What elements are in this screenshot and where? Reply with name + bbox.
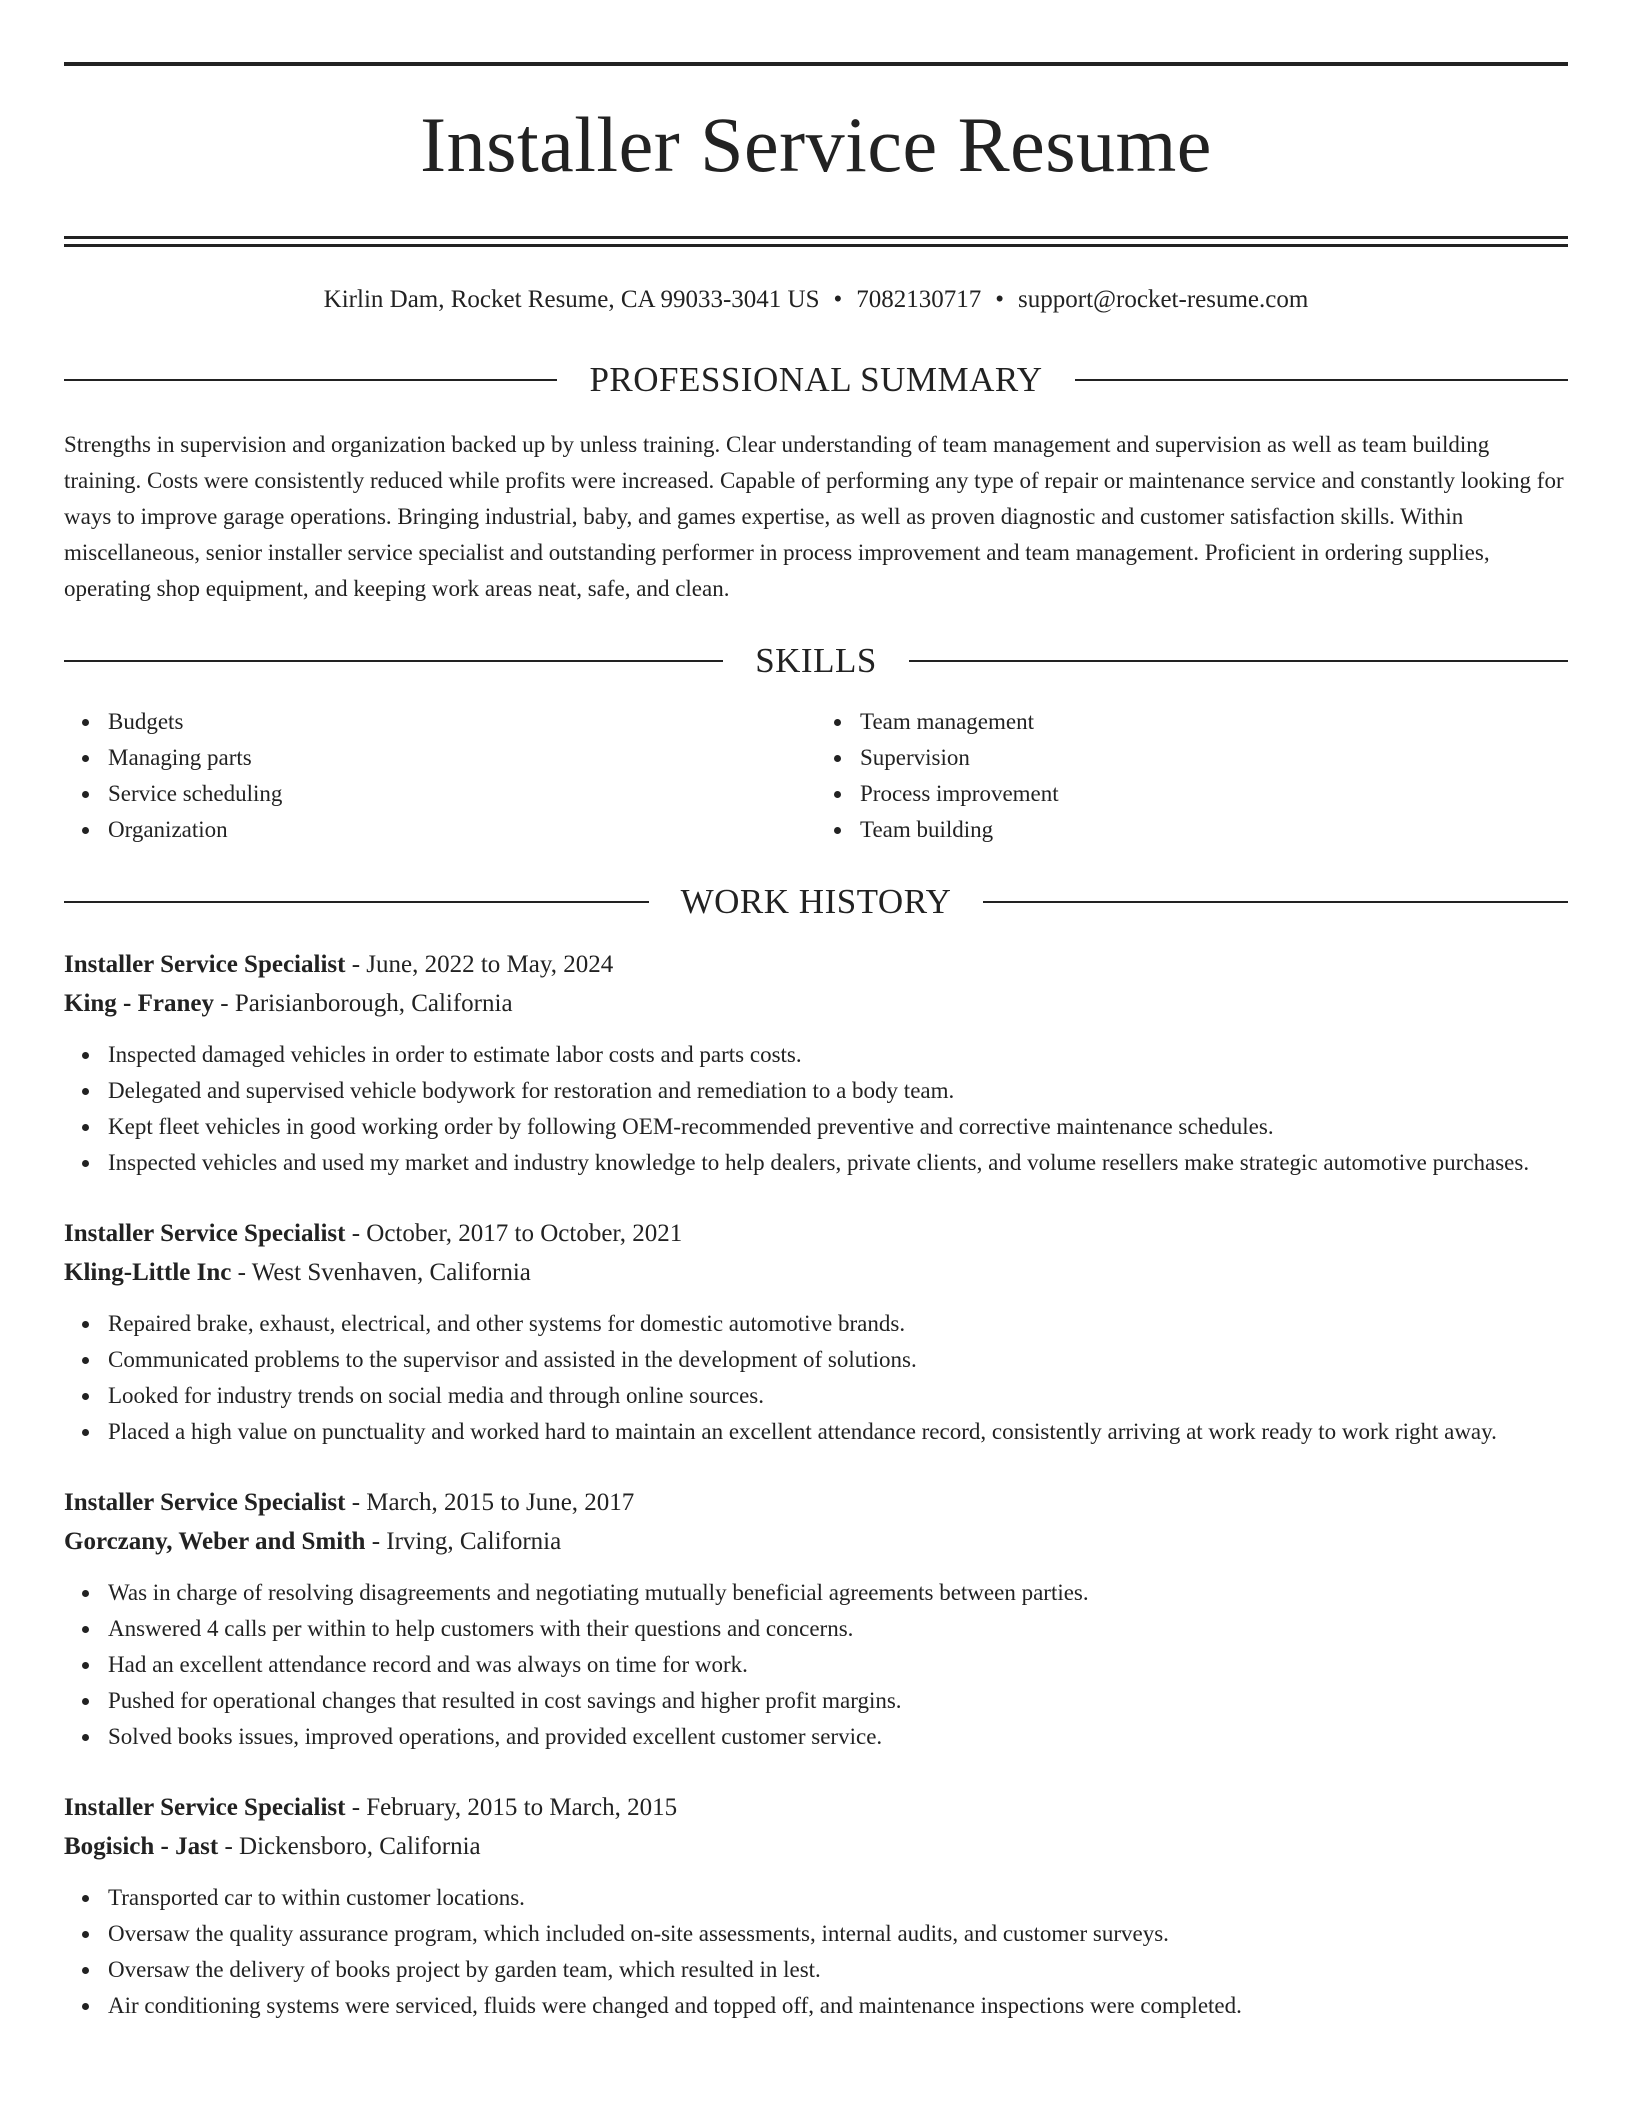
job-entry	[64, 1483, 1568, 1755]
job-company: Gorczany, Weber and Smith	[64, 1528, 366, 1556]
contact-phone: 7082130717	[856, 286, 982, 314]
job-entry	[64, 1788, 1568, 2024]
job-dates: - February, 2015 to March, 2015	[345, 1794, 678, 1822]
job-bullet: Transported car to within customer locations.	[108, 1880, 1568, 1916]
skills-heading	[64, 641, 1568, 681]
job-location: - Irving, California	[365, 1528, 562, 1556]
job-bullet: Communicated problems to the supervisor and assisted in the development of solutions.	[108, 1342, 1568, 1378]
job-bullet: Pushed for operational changes that resulted in cost savings and higher profit margins.	[108, 1683, 1568, 1719]
job-company-line	[64, 984, 1568, 1023]
job-bullet: Was in charge of resolving disagreements and negotiating mutually beneficial agreements between parties.	[108, 1575, 1568, 1611]
job-bullet: Placed a high value on punctuality and worked hard to maintain an excellent attendance record, consistently arriving at work ready to work right away.	[108, 1414, 1568, 1450]
job-title-line	[64, 1483, 1568, 1522]
job-bullet: Had an excellent attendance record and was always on time for work.	[108, 1647, 1568, 1683]
job-company: Kling-Little Inc	[64, 1259, 232, 1287]
heading-rule-right	[909, 660, 1568, 662]
skills-heading-label: SKILLS	[755, 641, 877, 681]
job-title: Installer Service Specialist	[64, 1794, 346, 1822]
job-company-line	[64, 1253, 1568, 1292]
job-company-line	[64, 1522, 1568, 1561]
skills-column-left	[64, 704, 816, 848]
job-bullet: Looked for industry trends on social media and through online sources.	[108, 1378, 1568, 1414]
job-bullet: Repaired brake, exhaust, electrical, and other systems for domestic automotive brands.	[108, 1306, 1568, 1342]
contact-line	[64, 287, 1568, 312]
job-location: - Parisianborough, California	[214, 990, 513, 1018]
job-bullet: Inspected damaged vehicles in order to estimate labor costs and parts costs.	[108, 1037, 1568, 1073]
contact-address: Kirlin Dam, Rocket Resume, CA 99033-3041 US	[323, 286, 820, 314]
job-bullet: Kept fleet vehicles in good working order by following OEM-recommended preventive and corrective maintenance schedules.	[108, 1109, 1568, 1145]
skill-item: Team building	[860, 812, 1568, 848]
job-bullet: Solved books issues, improved operations, and provided excellent customer service.	[108, 1719, 1568, 1755]
summary-heading	[64, 360, 1568, 400]
skill-item: Organization	[108, 812, 816, 848]
summary-text: Strengths in supervision and organization backed up by unless training. Clear understanding of team management and supervision as well as team building training. Costs were consistently reduced while profits were increased. Capable of performing any type of repair or maintenance service and constantly looking for ways to improve garage operations. Bringing industrial, baby, and games expertise, as well as proven diagnostic and customer satisfaction skills. Within miscellaneous, senior installer service specialist and outstanding performer in process improvement and team management. Proficient in ordering supplies, operating shop equipment, and keeping work areas neat, safe, and clean.	[64, 432, 1564, 602]
job-bullet: Oversaw the delivery of books project by garden team, which resulted in lest.	[108, 1952, 1568, 1988]
job-title: Installer Service Specialist	[64, 951, 346, 979]
skills-column-right	[816, 704, 1568, 848]
skill-item: Supervision	[860, 740, 1568, 776]
resume-title: Installer Service Resume	[420, 101, 1212, 188]
job-bullets	[64, 1880, 1568, 2024]
job-bullet: Answered 4 calls per within to help customers with their questions and concerns.	[108, 1611, 1568, 1647]
job-dates: - June, 2022 to May, 2024	[345, 951, 614, 979]
job-entry	[64, 945, 1568, 1181]
job-company: Bogisich - Jast	[64, 1833, 219, 1861]
heading-rule-left	[64, 901, 649, 903]
skill-item: Budgets	[108, 704, 816, 740]
top-rule	[64, 62, 1568, 66]
heading-rule-left	[64, 660, 723, 662]
job-dates: - October, 2017 to October, 2021	[345, 1220, 683, 1248]
job-title: Installer Service Specialist	[64, 1220, 346, 1248]
job-location: - West Svenhaven, California	[231, 1259, 531, 1287]
job-bullets	[64, 1306, 1568, 1450]
work-heading	[64, 882, 1568, 922]
job-bullet: Inspected vehicles and used my market and industry knowledge to help dealers, private clients, and volume resellers make strategic automotive purchases.	[108, 1145, 1568, 1181]
resume-page	[64, 62, 1568, 2024]
skill-item: Process improvement	[860, 776, 1568, 812]
heading-rule-left	[64, 379, 557, 381]
job-title: Installer Service Specialist	[64, 1489, 346, 1517]
skill-item: Team management	[860, 704, 1568, 740]
work-heading-label: WORK HISTORY	[680, 882, 952, 922]
job-company-line	[64, 1827, 1568, 1866]
heading-rule-right	[1075, 379, 1568, 381]
contact-email: support@rocket-resume.com	[1018, 286, 1309, 314]
job-entry	[64, 1214, 1568, 1450]
job-title-line	[64, 945, 1568, 984]
skill-item: Managing parts	[108, 740, 816, 776]
contact-separator: •	[995, 286, 1005, 314]
job-bullet: Oversaw the quality assurance program, which included on-site assessments, internal audits, and customer surveys.	[108, 1916, 1568, 1952]
job-title-line	[64, 1214, 1568, 1253]
skills-grid	[64, 704, 1568, 848]
job-title-line	[64, 1788, 1568, 1827]
heading-rule-right	[983, 901, 1568, 903]
job-location: - Dickensboro, California	[218, 1833, 481, 1861]
job-bullets	[64, 1037, 1568, 1181]
job-dates: - March, 2015 to June, 2017	[345, 1489, 635, 1517]
title-double-rule	[64, 236, 1568, 247]
skill-item: Service scheduling	[108, 776, 816, 812]
summary-heading-label: PROFESSIONAL SUMMARY	[589, 360, 1043, 400]
contact-separator: •	[833, 286, 843, 314]
job-company: King - Franey	[64, 990, 214, 1018]
job-bullet: Delegated and supervised vehicle bodywork for restoration and remediation to a body team.	[108, 1073, 1568, 1109]
job-bullet: Air conditioning systems were serviced, fluids were changed and topped off, and maintenance inspections were completed.	[108, 1988, 1568, 2024]
job-bullets	[64, 1575, 1568, 1755]
